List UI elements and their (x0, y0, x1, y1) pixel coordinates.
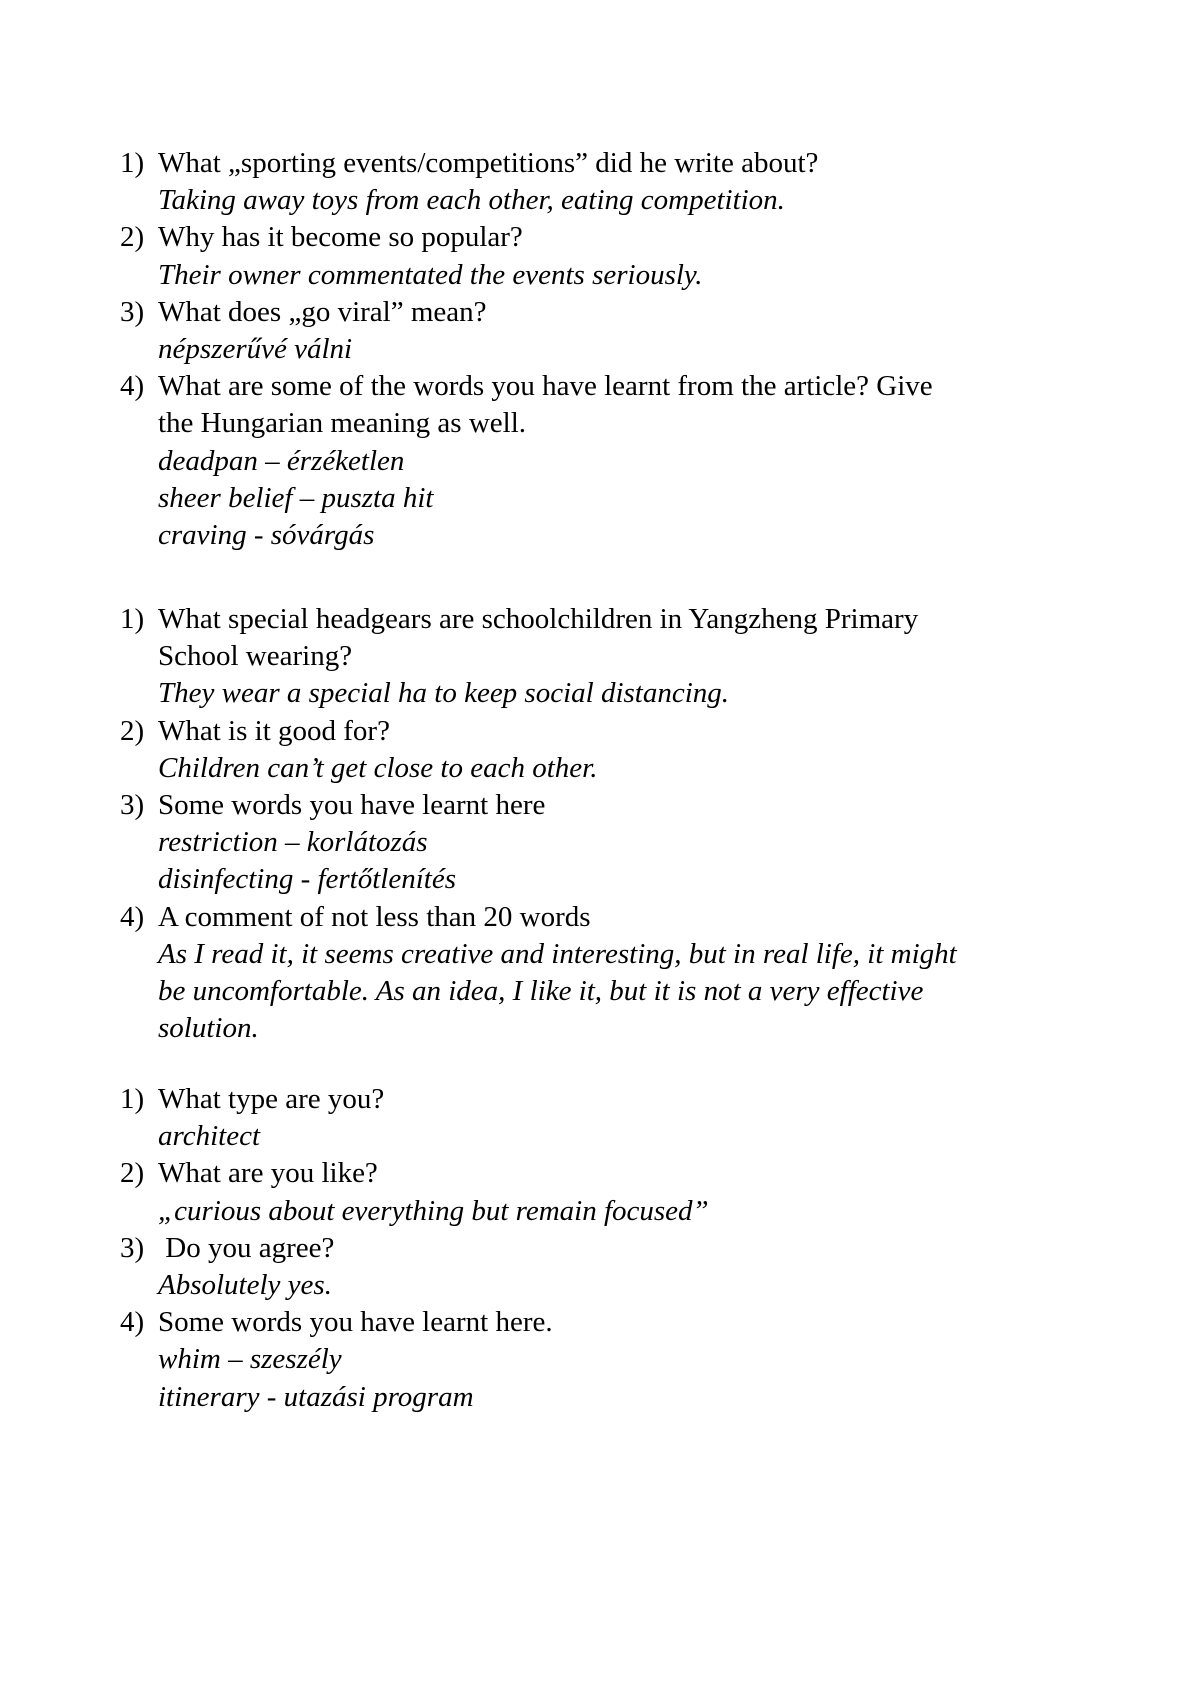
answer-line: „curious about everything but remain focused” (158, 1194, 709, 1227)
answer-line: whim – szeszély (158, 1343, 342, 1376)
question-number: 2) (120, 1157, 145, 1190)
question-line (120, 294, 1080, 331)
answer-line: itinerary - utazási program (158, 1380, 474, 1413)
qa-section-2 (120, 601, 1080, 1047)
question-number: 3) (120, 788, 145, 821)
question-number: 4) (120, 900, 145, 933)
question-text: What does „go viral” mean? (158, 295, 487, 328)
question-number: 1) (120, 603, 145, 635)
question-number: 1) (120, 1083, 145, 1115)
question-text: What are some of the words you have learnt from the article? Give (158, 370, 933, 403)
answer-line: Their owner commentated the events seriously. (158, 258, 703, 291)
question-line (120, 368, 1080, 405)
question-line (120, 1155, 1080, 1192)
question-line (120, 601, 1080, 638)
question-text: What type are you? (158, 1083, 385, 1115)
answer-line: sheer belief – puszta hit (158, 481, 434, 514)
answer-line: As I read it, it seems creative and interesting, but in real life, it might (158, 937, 957, 970)
question-text: Why has it become so popular? (158, 221, 523, 254)
question-number: 2) (120, 221, 145, 254)
question-text: A comment of not less than 20 words (158, 900, 591, 933)
answer-line: népszerűvé válni (158, 332, 353, 365)
question-text: Some words you have learnt here (158, 788, 546, 821)
question-line (120, 1230, 1080, 1267)
answer-line: disinfecting - fertőtlenítés (158, 863, 457, 896)
answer-line: Taking away toys from each other, eating competition. (158, 184, 785, 217)
question-number: 2) (120, 714, 145, 747)
qa-section-3 (120, 1081, 1080, 1416)
question-text-continued: the Hungarian meaning as well. (158, 407, 527, 440)
qa-section-1 (120, 145, 1080, 554)
answer-line: Children can’t get close to each other. (158, 751, 598, 784)
question-number: 4) (120, 1306, 145, 1339)
question-line (120, 1081, 1080, 1118)
answer-line: restriction – korlátozás (158, 826, 428, 859)
question-text: What are you like? (158, 1157, 378, 1190)
question-text: What is it good for? (158, 714, 390, 747)
question-line (120, 145, 1080, 182)
answer-line: deadpan – érzéketlen (158, 444, 405, 477)
question-text: What special headgears are schoolchildren in Yangzheng Primary (158, 603, 919, 635)
answer-line: architect (158, 1120, 260, 1153)
answer-line: They wear a special ha to keep social distancing. (158, 677, 730, 710)
answer-line: craving - sóvárgás (158, 518, 375, 551)
question-number: 1) (120, 147, 145, 179)
question-line (120, 1304, 1080, 1341)
question-text: What „sporting events/competitions” did he write about? (158, 147, 819, 179)
answer-line: be uncomfortable. As an idea, I like it, but it is not a very effective (158, 974, 924, 1007)
question-line (120, 713, 1080, 750)
question-line (120, 219, 1080, 256)
answer-line: solution. (158, 1012, 259, 1045)
question-number: 3) (120, 1231, 145, 1264)
answer-line: Absolutely yes. (158, 1268, 332, 1301)
question-line (120, 787, 1080, 824)
question-text: Do you agree? (158, 1231, 335, 1264)
question-number: 4) (120, 370, 145, 403)
question-text-continued: School wearing? (158, 640, 353, 673)
question-text: Some words you have learnt here. (158, 1306, 553, 1339)
question-line (120, 899, 1080, 936)
question-number: 3) (120, 295, 145, 328)
